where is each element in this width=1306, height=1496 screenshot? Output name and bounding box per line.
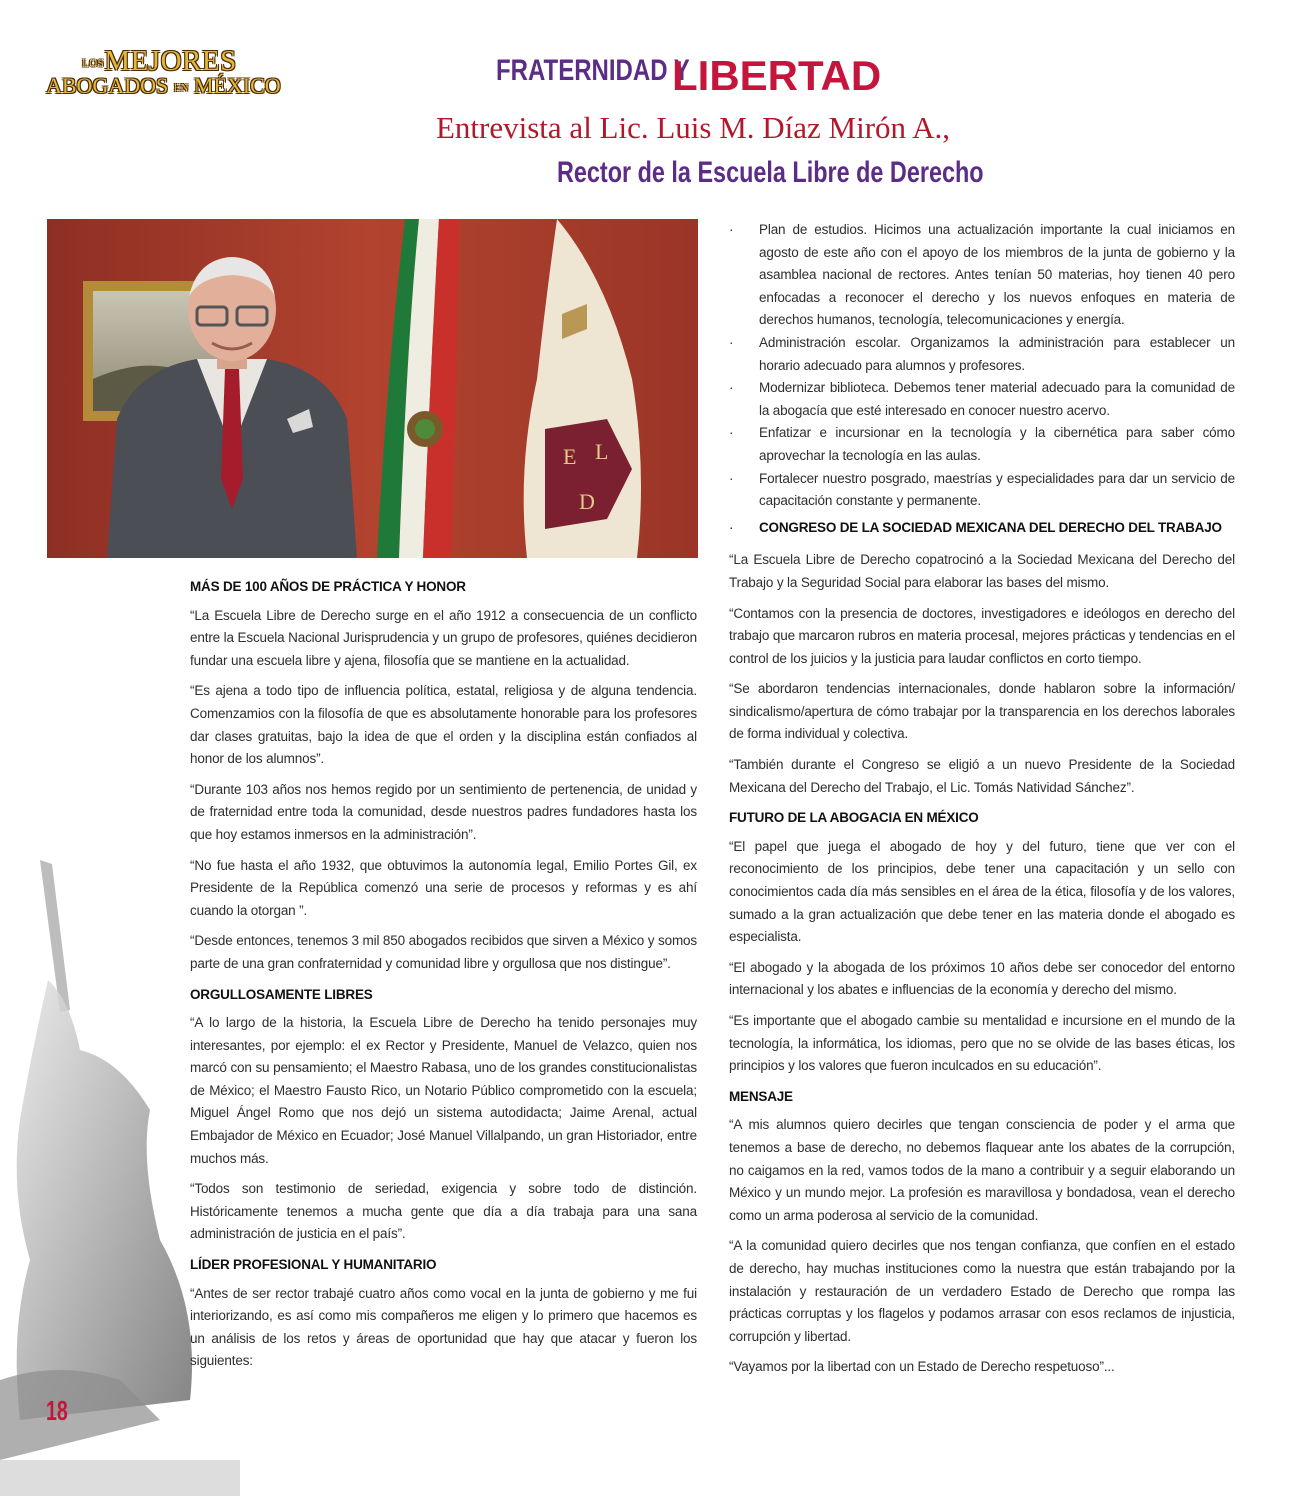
paragraph: “El papel que juega el abogado de hoy y del futuro, tiene que ver con el reconocimiento de los principios, debe tener una capacitación y un sello con conocimientos cada día más sensibles en el área de la ética, filosofía y de los valores, sumado a la gran actualización que debe tener en las materia donde el abogado es especialista. bbox=[729, 838, 1235, 945]
paragraph: “A mis alumnos quiero decirles que tengan consciencia de poder y el arma que tenemos a base de derecho, no debemos flaquear ante los abates de la corrupción, no caigamos en la red, vamos todos de la mano a contribuir y a seguir elaborando un México y un mundo mejor. La profesión es maravillosa y bondadosa, vean el derecho como un arma poderosa al servicio de la comunidad. bbox=[729, 1117, 1235, 1223]
paragraph: “Contamos con la presencia de doctores, investigadores e ideólogos en derecho del trabajo que marcaron rubros en materia procesal, mejores prácticas y tendencias en el control de los juicios y la justicia para laudar conflictos en corto tiempo. bbox=[729, 605, 1235, 666]
flag-letter-d: D bbox=[579, 489, 595, 514]
section-heading-congreso: · CONGRESO DE LA SOCIEDAD MEXICANA DEL DERECHO DEL TRABAJO bbox=[729, 517, 1235, 540]
right-column bbox=[729, 219, 1235, 1387]
rector-photo bbox=[47, 219, 698, 558]
paragraph: “A la comunidad quiero decirles que nos tengan confianza, que confíen en el estado de derecho, hay muchas instituciones como la nuestra que están trabajando por la instalación y restauración de un verdadero Estado de Derecho que rompa las prácticas corruptas y los flagelos y podamos arrasar con esos reclamos de injusticia, corrupción y libertad. bbox=[729, 1238, 1235, 1344]
flag-letter-l: L bbox=[595, 439, 609, 464]
section-heading-history: MÁS DE 100 AÑOS DE PRÁCTICA Y HONOR bbox=[190, 579, 466, 594]
photo-illustration bbox=[47, 219, 698, 558]
paragraph: “La Escuela Libre de Derecho surge en el año 1912 a consecuencia de un conflicto entre la Escuela Nacional Jurisprudencia y un grupo de profesores, quiénes decidieron fundar una escuela libre y ajena, filosofía que se mantiene en la actualidad. bbox=[190, 607, 697, 668]
logo-word-mejores: MEJORES bbox=[104, 45, 237, 77]
list-item: · Enfatizar e incursionar en la tecnología y la cibernética para saber cómo aprovechar la tecnología en las aulas. bbox=[729, 422, 1235, 467]
logo-small-los: LOS bbox=[82, 57, 105, 70]
paragraph: “El abogado y la abogada de los próximos 10 años debe ser conocedor del entorno internacional y los abates e influencias de la economía y derecho del mismo. bbox=[729, 959, 1235, 998]
paragraph: “No fue hasta el año 1932, que obtuvimos la autonomía legal, Emilio Portes Gil, ex Presidente de la República comenzó una serie de procesos y reformas y es ahí cuando la otorgan ”. bbox=[190, 857, 697, 918]
title-part-1: FRATERNIDAD Y bbox=[496, 54, 690, 87]
list-item: · Modernizar biblioteca. Debemos tener material adecuado para la comunidad de la abogacía que esté interesado en conocer nuestro acervo. bbox=[729, 377, 1235, 422]
goals-list bbox=[729, 219, 1235, 513]
article-subtitle-2: Rector de la Escuela Libre de Derecho bbox=[557, 156, 984, 189]
list-item: · Fortalecer nuestro posgrado, maestrías y especialidades para dar un servicio de capacitación constante y permanente. bbox=[729, 468, 1235, 513]
logo-small-en: EN bbox=[173, 81, 189, 94]
section-heading-futuro: FUTURO DE LA ABOGACIA EN MÉXICO bbox=[729, 810, 979, 826]
section-heading-libres: ORGULLOSAMENTE LIBRES bbox=[190, 986, 373, 1002]
page-number: 18 bbox=[46, 1395, 68, 1426]
left-column bbox=[190, 576, 697, 1381]
paragraph: “Se abordaron tendencias internacionales, donde hablaron sobre la información/ sindicalismo/apertura de cómo trabajar por la transparencia en los derechos laborales de forma individual y colectiva. bbox=[729, 681, 1235, 742]
logo-word-mexico: MÉXICO bbox=[193, 73, 281, 98]
article-subtitle: Entrevista al Lic. Luis M. Díaz Mirón A., bbox=[436, 110, 950, 145]
paragraph: “Vayamos por la libertad con un Estado de Derecho respetuoso”... bbox=[729, 1359, 1115, 1375]
logo-word-abogados: ABOGADOS bbox=[46, 73, 169, 98]
paragraph: “Es importante que el abogado cambie su mentalidad e incursione en el mundo de la tecnología, la informática, los idiomas, pero que no se olvide de las bases éticas, los principios y los valores que fueron inculcados en su educación”. bbox=[729, 1013, 1235, 1074]
paragraph: “Antes de ser rector trabajé cuatro años como vocal en la junta de gobierno y me fui interiorizando, es así como mis compañeros me eligen y lo primero que hacemos es un análisis de los retos y áreas de oportunidad que hay que atacar y fueron los siguientes: bbox=[190, 1285, 697, 1369]
section-heading-lider: LÍDER PROFESIONAL Y HUMANITARIO bbox=[190, 1257, 437, 1273]
magazine-logo bbox=[46, 46, 304, 102]
paragraph: “A lo largo de la historia, la Escuela Libre de Derecho ha tenido personajes muy interesantes, por ejemplo: el ex Rector y Presidente, Manuel de Velazco, quien nos marcó con su pensamiento; el Maestro Rabasa, uno de los grandes constitucionalistas de México; el Maestro Fausto Rico, un Notario Público comprometido con la escuela; Miguel Ángel Romo que nos dejó un sistema autodidacta; Jaime Arenal, actual Embajador de México en Ecuador; José Manuel Villalpando, un gran Historiador, entre muchos más. bbox=[190, 1015, 697, 1166]
flag-letter-e: E bbox=[563, 444, 577, 469]
paragraph: “La Escuela Libre de Derecho copatrocinó a la Sociedad Mexicana del Derecho del Trabajo y la Seguridad Social para elaborar las bases del mismo. bbox=[729, 552, 1235, 590]
paragraph: “Es ajena a todo tipo de influencia política, estatal, religiosa y de alguna tendencia. Comenzamios con la filosofía de que es absolutamente honorable para los profesores dar clases gratuitas, bajo la idea de que el orden y la disciplina están confiados al honor de los alumnos”. bbox=[190, 683, 697, 767]
list-item: · Plan de estudios. Hicimos una actualización importante la cual iniciamos en agosto de este año con el apoyo de los miembros de la junta de gobierno y la asamblea nacional de rectores. Antes tenían 50 materias, hoy tienen 40 pero enfocadas a reconocer el derecho y los nuevos enfoques en materia de derechos humanos, tecnología, telecomunicaciones y energía. bbox=[729, 219, 1235, 332]
section-heading-mensaje: MENSAJE bbox=[729, 1088, 793, 1104]
paragraph: “Todos son testimonio de seriedad, exigencia y sobre todo de distinción. Históricamente tenemos a mucha gente que día a día trabaja para una sana administración de justicia en el país”. bbox=[190, 1181, 697, 1242]
list-item: · Administración escolar. Organizamos la administración para establecer un horario adecuado para alumnos y profesores. bbox=[729, 332, 1235, 377]
paragraph: “También durante el Congreso se eligió a un nuevo Presidente de la Sociedad Mexicana del Derecho del Trabajo, el Lic. Tomás Natividad Sánchez”. bbox=[729, 757, 1235, 795]
title-part-2: LIBERTAD bbox=[672, 52, 882, 99]
paragraph: “Durante 103 años nos hemos regido por un sentimiento de pertenencia, de unidad y de fraternidad entre toda la comunidad, desde nuestros padres fundadores hasta los que hoy estamos inmersos en la administración”. bbox=[190, 781, 697, 842]
paragraph: “Desde entonces, tenemos 3 mil 850 abogados recibidos que sirven a México y somos parte de una gran confraternidad y comunidad libre y orgullosa que nos distingue”. bbox=[190, 933, 697, 971]
article-title bbox=[496, 52, 882, 99]
